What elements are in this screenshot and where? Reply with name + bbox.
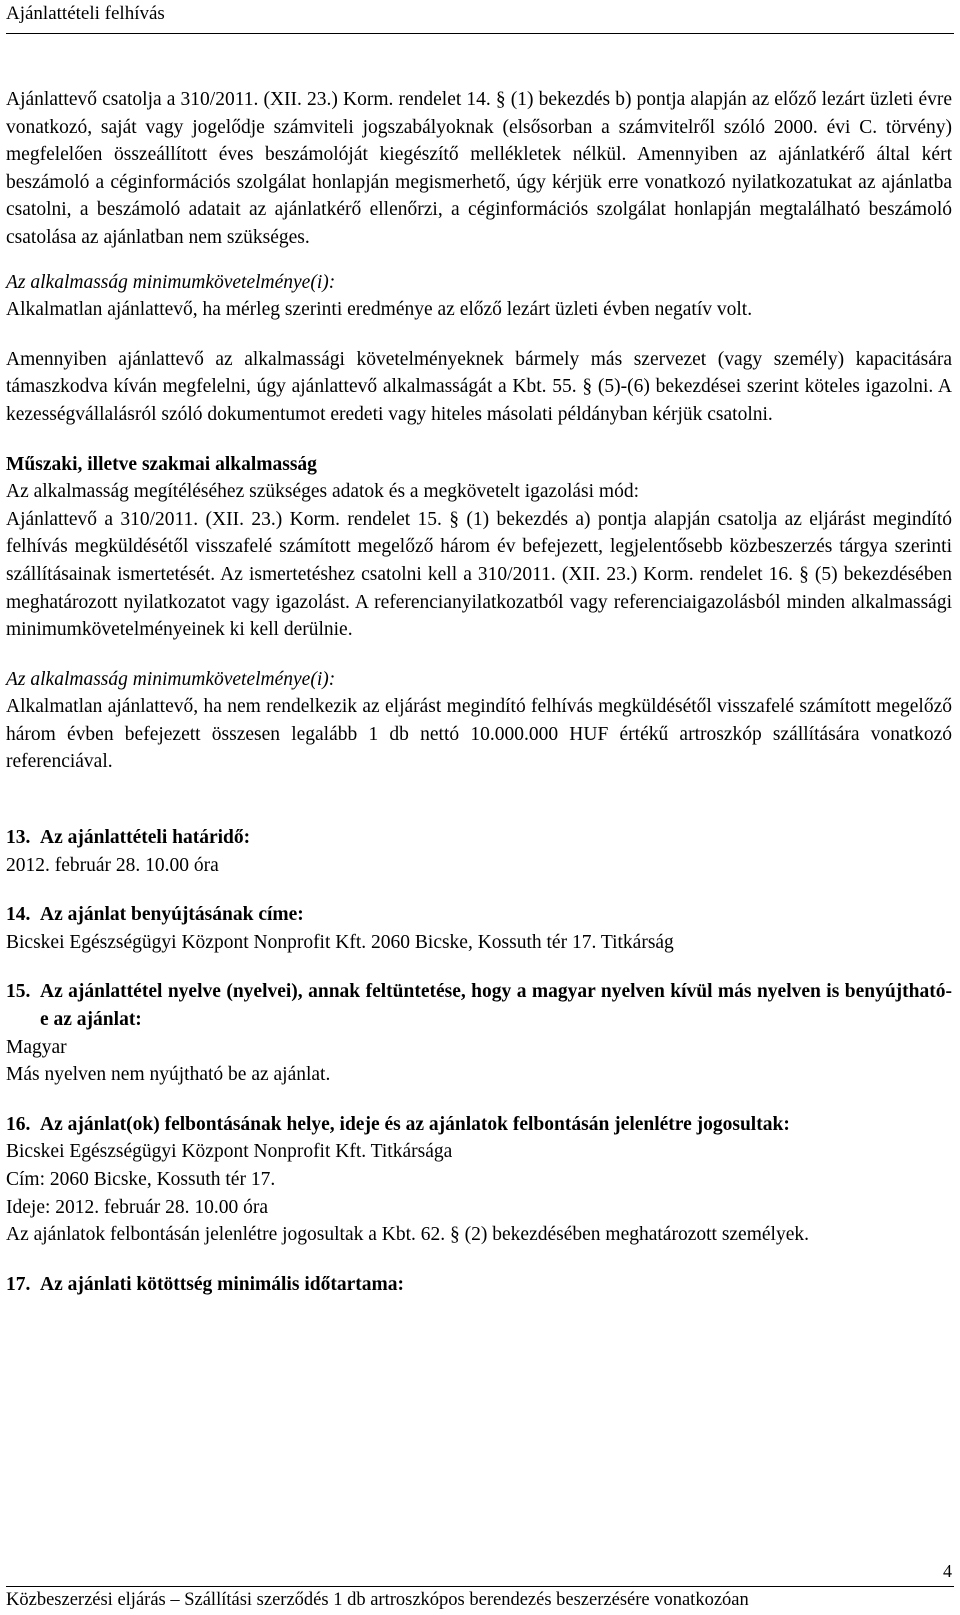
section-number: 13. xyxy=(6,827,31,849)
footer-text: Közbeszerzési eljárás – Szállítási szerződés 1 db artroszkópos berendezés beszerzésére vonatkozóan xyxy=(6,1590,749,1610)
header-divider xyxy=(6,33,954,34)
section-14-heading xyxy=(6,901,952,929)
section-15-heading xyxy=(6,978,952,1033)
document-body xyxy=(6,86,952,1298)
section-number: 15. xyxy=(6,981,31,1003)
section-title: Az ajánlat benyújtásának címe: xyxy=(40,904,304,926)
footer-divider xyxy=(6,1586,954,1587)
financial-paragraph: Ajánlattevő csatolja a 310/2011. (XII. 23.) Korm. rendelet 14. § (1) bekezdés b) pontja alapján az előző lezárt üzleti évre vonatkozó, saját vagy jogelődje számviteli jogszabályoknak (elsősorban a számvitelről szóló 2000. évi C. törvény) megfelelően összeállított éves beszámolóját kiegészítő mellékletek nélkül. Amennyiben az ajánlatkérő által kért beszámoló a céginformációs szolgálat honlapján megismerhető, úgy kérjük erre vonatkozó nyilatkozatukat az ajánlatba csatolni, a beszámoló adatait az ajánlatkérő ellenőrzi, a céginformációs szolgálat honlapján megtalálható beszámoló csatolása az ajánlatban nem szükséges. xyxy=(6,89,952,248)
min-requirement-text: Alkalmatlan ajánlattevő, ha nem rendelkezik az eljárást megindító felhívás megküldésétől visszafelé számított megelőző három évben befejezett összesen legalább 1 db nettó 10.000.000 HUF értékű artroszkóp szállítására vonatkozó referenciával. xyxy=(6,696,952,773)
section-number: 17. xyxy=(6,1273,31,1295)
min-requirement-label: Az alkalmasság minimumkövetelménye(i): xyxy=(6,271,336,293)
min-requirement-label: Az alkalmasság minimumkövetelménye(i): xyxy=(6,668,336,690)
page-header-title: Ajánlattételi felhívás xyxy=(6,3,165,24)
section-title: Az ajánlati kötöttség minimális időtartama: xyxy=(40,1273,404,1295)
section-13-line: 2012. február 28. 10.00 óra xyxy=(6,854,219,876)
section-title: Az ajánlat(ok) felbontásának helye, ideje és az ajánlatok felbontásán jelenlétre jogosultak: xyxy=(40,1113,790,1135)
section-16-line: Az ajánlatok felbontásán jelenlétre jogosultak a Kbt. 62. § (2) bekezdésében meghatározott személyek. xyxy=(6,1224,809,1246)
section-number: 16. xyxy=(6,1113,31,1135)
page-number: 4 xyxy=(943,1561,952,1581)
section-16-heading xyxy=(6,1111,952,1139)
section-17-heading xyxy=(6,1271,952,1299)
section-title: Az ajánlattétel nyelve (nyelvei), annak feltüntetése, hogy a magyar nyelven kívül más nyelven is benyújtható-e az ajánlat: xyxy=(40,981,952,1031)
section-16-line: Bicskei Egészségügyi Központ Nonprofit Kft. Titkársága xyxy=(6,1141,453,1163)
technical-intro: Az alkalmasság megítéléséhez szükséges adatok és a megkövetelt igazolási mód: xyxy=(6,481,639,503)
section-title: Az ajánlattételi határidő: xyxy=(40,827,251,849)
capacity-paragraph: Amennyiben ajánlattevő az alkalmassági követelményeknek bármely más szervezet (vagy személy) kapacitására támaszkodva kíván megfelelni, úgy ajánlattevő alkalmasságát a Kbt. 55. § (5)-(6) bekezdései szerint köteles igazolni. A kezességvállalásról szóló dokumentumot eredeti vagy hiteles másolati példányban kérjük csatolni. xyxy=(6,348,952,425)
section-16-line: Ideje: 2012. február 28. 10.00 óra xyxy=(6,1196,269,1218)
section-15-line: Magyar xyxy=(6,1036,67,1058)
section-14-line: Bicskei Egészségügyi Központ Nonprofit Kft. 2060 Bicske, Kossuth tér 17. Titkárság xyxy=(6,931,674,953)
section-15-line: Más nyelven nem nyújtható be az ajánlat. xyxy=(6,1064,331,1086)
min-requirement-text: Alkalmatlan ajánlattevő, ha mérleg szerinti eredménye az előző lezárt üzleti évben negatív volt. xyxy=(6,299,753,321)
technical-heading: Műszaki, illetve szakmai alkalmasság xyxy=(6,453,317,475)
technical-paragraph: Ajánlattevő a 310/2011. (XII. 23.) Korm. rendelet 15. § (1) bekezdés a) pontja alapján csatolja az eljárást megindító felhívás megküldésétől visszafelé számított megelőző három év befejezett, legjelentősebb közbeszerzés tárgya szerinti szállításainak ismertetését. Az ismertetéshez csatolni kell a 310/2011. (XII. 23.) Korm. rendelet 16. § (5) bekezdésében meghatározott nyilatkozatot vagy igazolást. A referencianyilatkozatból vagy referenciaigazolásból minden alkalmassági minimumkövetelményeinek ki kell derülnie. xyxy=(6,508,952,641)
section-13-heading xyxy=(6,824,952,852)
section-number: 14. xyxy=(6,904,31,926)
section-16-line: Cím: 2060 Bicske, Kossuth tér 17. xyxy=(6,1169,276,1190)
